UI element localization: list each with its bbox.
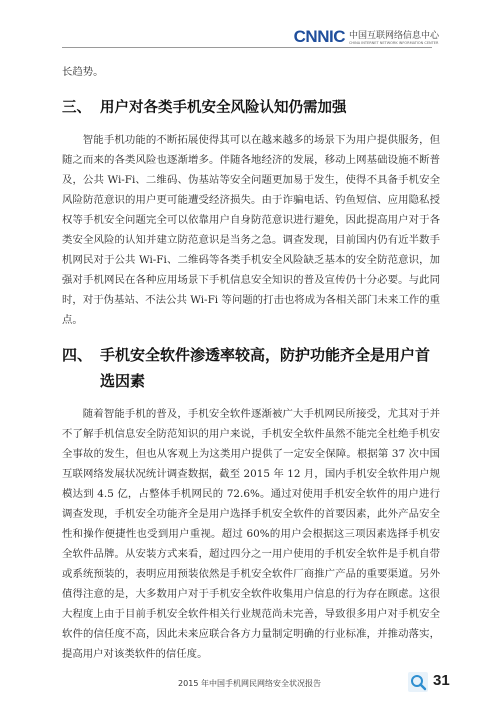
logo-mark: CNNIC (293, 27, 345, 46)
section-3-heading (62, 96, 440, 120)
page-header (0, 0, 499, 48)
page-number: 31 (433, 672, 450, 689)
section-3-number: 三、 (62, 100, 91, 116)
report-title: 2015 年中国手机网民网络安全状况报告 (178, 679, 321, 688)
section-4-title: 手机安全软件渗透率较高，防护功能齐全是用户首选因素 (100, 346, 431, 390)
header-divider (62, 47, 432, 48)
page-content (62, 62, 440, 664)
logo-english-name: CHINA INTERNET NETWORK INFORMATION CENTER (348, 41, 439, 45)
page-footer (0, 672, 499, 706)
section-3-paragraph: 智能手机功能的不断拓展使得其可以在越来越多的场景下为用户提供服务，但随之而来的各类风险也逐渐增多。伴随各地经济的发展，移动上网基础设施不断普及，公共 Wi-Fi、二维码、伪基站等安全问题更加易于发生，使得不具备手机安全风险防范意识的用户更可能遭受经济损失。由于诈骗电话、钓鱼短信、应用隐私授权等手机安全问题完全可以依靠用户自身防范意识进行避免，因此提高用户对于各类安全风险的认知并建立防范意识是当务之急。调查发现，目前国内仍有近半数手机网民对于公共 Wi-Fi、二维码等各类手机安全风险缺乏基本的安全防范意识，加强对手机网民在各种应用场景下手机信息安全知识的普及宣传仍十分必要。与此同时，对于伪基站、不法公共 Wi-Fi 等问题的打击也将成为各相关部门未来工作的重点。 (62, 134, 440, 326)
logo-chinese-name: 中国互联网络信息中心 (348, 31, 439, 41)
section-3-title: 用户对各类手机安全风险认知仍需加强 (100, 100, 347, 116)
carryover-text: 长趋势。 (62, 66, 104, 78)
logo-text (349, 31, 439, 46)
section-4-heading (62, 342, 440, 394)
section-4-paragraph: 随着智能手机的普及，手机安全软件逐渐被广大手机网民所接受，尤其对于并不了解手机信息安全防范知识的用户来说，手机安全软件虽然不能完全杜绝手机安全事故的发生，但也从客观上为这类用户提供了一定安全保障。根据第 37 次中国互联网络发展状况统计调查数据，截至 2015 年 12 月，国内手机安全软件用户规模达到 4.5 亿，占整体手机网民的 72.6%。通过对使用手机安全软件的用户进行调查发现，手机安全功能齐全是用户选择手机安全软件的首要因素，此外产品安全性和操作便捷性也受到用户重视。超过 60%的用户会根据这三项因素选择手机安全软件品牌。从安装方式来看，超过四分之一用户使用的手机安全软件是手机自带或系统预装的，表明应用预装依然是手机安全软件厂商推广产品的重要渠道。另外值得注意的是，大多数用户对于手机安全软件收集用户信息的行为存在顾虑。这很大程度上由于目前手机安全软件相关行业规范尚未完善，导致很多用户对手机安全软件的信任度不高，因此未来应联合各方力量制定明确的行业标准，并推动落实，提高用户对该类软件的信任度。 (62, 408, 440, 660)
magnifier-icon (408, 672, 428, 692)
section-4-number: 四、 (62, 346, 93, 364)
cnnic-logo (294, 24, 439, 46)
